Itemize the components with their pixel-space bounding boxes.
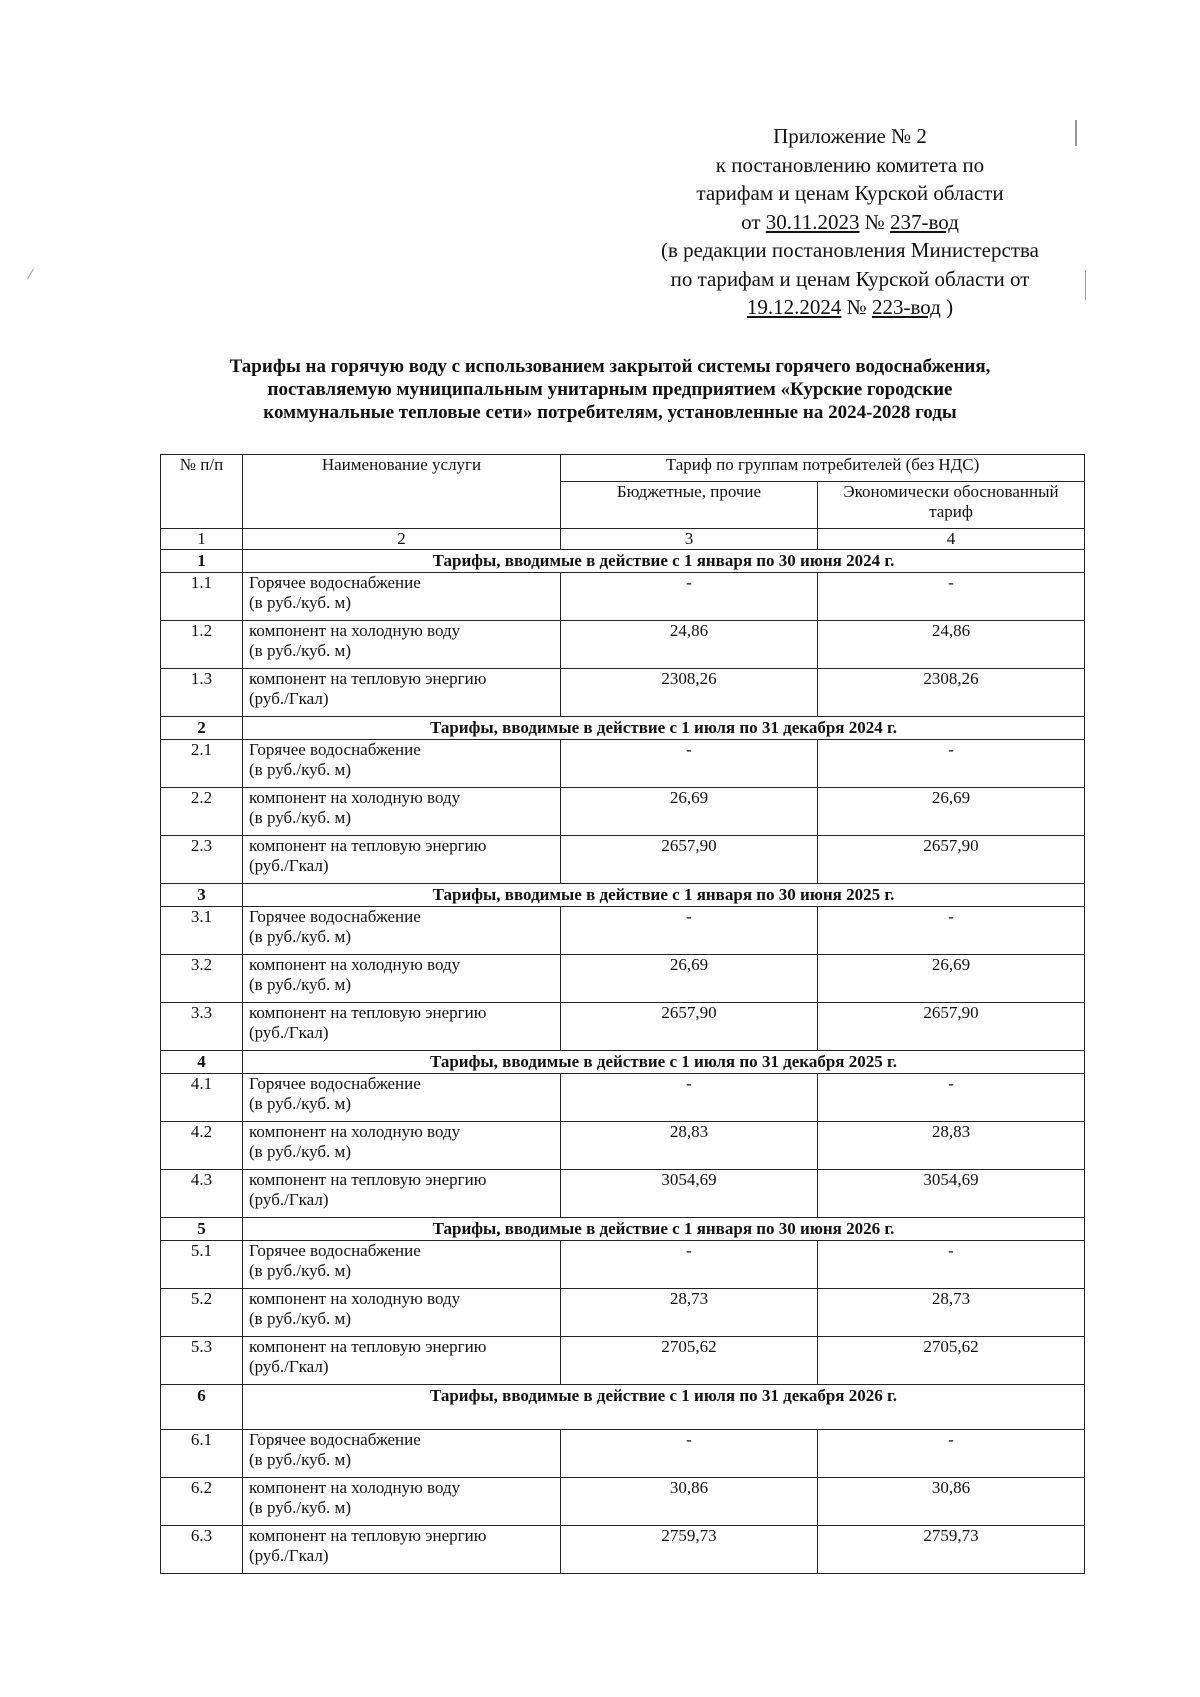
table-row (161, 1122, 1085, 1170)
service-name (243, 573, 561, 621)
service-unit: (в руб./куб. м) (249, 1094, 351, 1113)
row-number: 6.3 (161, 1526, 243, 1574)
title-line-1: Тарифы на горячую воду с использованием закрытой системы горячего водоснабжения, (229, 356, 991, 377)
header-budget: Бюджетные, прочие (561, 482, 818, 529)
service-name (243, 1478, 561, 1526)
service-name (243, 1430, 561, 1478)
row-number: 6.1 (161, 1430, 243, 1478)
budget-tariff: 2705,62 (561, 1337, 818, 1385)
budget-tariff: - (561, 907, 818, 955)
section-row (161, 1385, 1085, 1430)
table-row (161, 669, 1085, 717)
service-label: компонент на холодную воду (249, 1478, 461, 1497)
scan-speck (27, 269, 34, 280)
economic-tariff: - (818, 1074, 1085, 1122)
service-label: компонент на холодную воду (249, 788, 461, 807)
service-unit: (в руб./куб. м) (249, 927, 351, 946)
economic-tariff: - (818, 573, 1085, 621)
economic-tariff: - (818, 740, 1085, 788)
section-title: Тарифы, вводимые в действие с 1 января по 30 июня 2024 г. (243, 550, 1085, 573)
scan-speck (1085, 270, 1086, 300)
economic-tariff: 28,73 (818, 1289, 1085, 1337)
service-unit: (руб./Гкал) (249, 1190, 329, 1209)
table-row (161, 907, 1085, 955)
service-name (243, 1337, 561, 1385)
header-name: Наименование услуги (243, 455, 561, 529)
economic-tariff: - (818, 1241, 1085, 1289)
section-row (161, 1051, 1085, 1074)
table-row (161, 1074, 1085, 1122)
revision-close: ) (946, 295, 954, 319)
economic-tariff: 2759,73 (818, 1526, 1085, 1574)
service-name (243, 907, 561, 955)
service-label: компонент на холодную воду (249, 1289, 461, 1308)
col-number: 4 (818, 529, 1085, 550)
appendix-line-1: Приложение № 2 (773, 124, 927, 148)
header-tariff-group: Тариф по группам потребителей (без НДС) (561, 455, 1085, 482)
budget-tariff: 3054,69 (561, 1170, 818, 1218)
service-name (243, 1074, 561, 1122)
section-number: 1 (161, 550, 243, 573)
appendix-date: 30.11.2023 (765, 209, 860, 234)
section-row (161, 550, 1085, 573)
row-number: 4.3 (161, 1170, 243, 1218)
row-number: 2.3 (161, 836, 243, 884)
table-row (161, 1241, 1085, 1289)
appendix-from: от (741, 209, 761, 234)
economic-tariff: 30,86 (818, 1478, 1085, 1526)
table-row (161, 1337, 1085, 1385)
service-label: компонент на тепловую энергию (249, 1526, 487, 1545)
budget-tariff: 26,69 (561, 788, 818, 836)
service-label: компонент на тепловую энергию (249, 1170, 487, 1189)
service-label: Горячее водоснабжение (249, 1430, 421, 1449)
table-row (161, 1526, 1085, 1574)
title-line-2: поставляемую муниципальным унитарным предприятием «Курские городские (267, 379, 953, 400)
service-label: Горячее водоснабжение (249, 907, 421, 926)
table-row (161, 573, 1085, 621)
row-number: 3.2 (161, 955, 243, 1003)
service-label: Горячее водоснабжение (249, 573, 421, 592)
appendix-line-3: тарифам и ценам Курской области (696, 181, 1004, 205)
economic-tariff: - (818, 907, 1085, 955)
service-unit: (в руб./куб. м) (249, 641, 351, 660)
budget-tariff: 28,83 (561, 1122, 818, 1170)
service-unit: (в руб./куб. м) (249, 593, 351, 612)
service-label: компонент на тепловую энергию (249, 1337, 487, 1356)
appendix-line-4 (600, 208, 1100, 237)
service-label: компонент на тепловую энергию (249, 836, 487, 855)
economic-tariff: 24,86 (818, 621, 1085, 669)
section-title: Тарифы, вводимые в действие с 1 января по 30 июня 2025 г. (243, 884, 1085, 907)
service-name (243, 1241, 561, 1289)
service-name (243, 740, 561, 788)
service-unit: (в руб./куб. м) (249, 808, 351, 827)
budget-tariff: - (561, 573, 818, 621)
section-number: 4 (161, 1051, 243, 1074)
section-number: 3 (161, 884, 243, 907)
service-label: Горячее водоснабжение (249, 740, 421, 759)
table-row (161, 1003, 1085, 1051)
table-row (161, 836, 1085, 884)
service-name (243, 955, 561, 1003)
col-number: 2 (243, 529, 561, 550)
service-name (243, 1289, 561, 1337)
budget-tariff: - (561, 740, 818, 788)
service-label: Горячее водоснабжение (249, 1241, 421, 1260)
budget-tariff: 2308,26 (561, 669, 818, 717)
service-name (243, 621, 561, 669)
budget-tariff: - (561, 1241, 818, 1289)
header-economic: Экономически обоснованный тариф (818, 482, 1085, 529)
service-label: компонент на холодную воду (249, 955, 461, 974)
economic-tariff: 2657,90 (818, 836, 1085, 884)
section-title: Тарифы, вводимые в действие с 1 января по 30 июня 2026 г. (243, 1218, 1085, 1241)
budget-tariff: 30,86 (561, 1478, 818, 1526)
row-number: 2.2 (161, 788, 243, 836)
row-number: 2.1 (161, 740, 243, 788)
section-row (161, 884, 1085, 907)
service-unit: (руб./Гкал) (249, 1357, 329, 1376)
service-label: компонент на тепловую энергию (249, 1003, 487, 1022)
budget-tariff: 2657,90 (561, 1003, 818, 1051)
tariff-table (160, 454, 1085, 1574)
revision-no-label: № (846, 295, 867, 319)
service-name (243, 1170, 561, 1218)
section-title: Тарифы, вводимые в действие с 1 июля по 31 декабря 2025 г. (243, 1051, 1085, 1074)
budget-tariff: 28,73 (561, 1289, 818, 1337)
service-name (243, 788, 561, 836)
service-unit: (в руб./куб. м) (249, 1450, 351, 1469)
revision-date: 19.12.2024 (746, 295, 842, 319)
table-row (161, 621, 1085, 669)
service-name (243, 1526, 561, 1574)
service-unit: (в руб./куб. м) (249, 975, 351, 994)
table-row (161, 955, 1085, 1003)
table-row (161, 1478, 1085, 1526)
row-number: 1.3 (161, 669, 243, 717)
service-label: Горячее водоснабжение (249, 1074, 421, 1093)
economic-tariff: 26,69 (818, 955, 1085, 1003)
row-number: 5.3 (161, 1337, 243, 1385)
title-line-3: коммунальные тепловые сети» потребителям, установленные на 2024-2028 годы (263, 402, 957, 423)
table-row (161, 740, 1085, 788)
row-number: 1.2 (161, 621, 243, 669)
service-unit: (руб./Гкал) (249, 1546, 329, 1565)
appendix-number: 237-вод (890, 209, 959, 234)
section-row (161, 1218, 1085, 1241)
budget-tariff: 2759,73 (561, 1526, 818, 1574)
section-number: 5 (161, 1218, 243, 1241)
service-unit: (в руб./куб. м) (249, 760, 351, 779)
row-number: 6.2 (161, 1478, 243, 1526)
service-name (243, 1003, 561, 1051)
service-label: компонент на тепловую энергию (249, 669, 487, 688)
row-number: 1.1 (161, 573, 243, 621)
appendix-line-7 (600, 293, 1100, 322)
table-row (161, 788, 1085, 836)
economic-tariff: 3054,69 (818, 1170, 1085, 1218)
service-name (243, 836, 561, 884)
economic-tariff: 2705,62 (818, 1337, 1085, 1385)
budget-tariff: - (561, 1430, 818, 1478)
service-unit: (в руб./куб. м) (249, 1142, 351, 1161)
revision-number: 223-вод (871, 295, 941, 319)
budget-tariff: 24,86 (561, 621, 818, 669)
section-row (161, 717, 1085, 740)
economic-tariff: 28,83 (818, 1122, 1085, 1170)
appendix-line-5: (в редакции постановления Министерства (661, 238, 1039, 262)
col-number: 1 (161, 529, 243, 550)
economic-tariff: 26,69 (818, 788, 1085, 836)
economic-tariff: 2308,26 (818, 669, 1085, 717)
service-label: компонент на холодную воду (249, 621, 461, 640)
budget-tariff: - (561, 1074, 818, 1122)
section-number: 2 (161, 717, 243, 740)
row-number: 4.1 (161, 1074, 243, 1122)
service-unit: (руб./Гкал) (249, 856, 329, 875)
service-unit: (руб./Гкал) (249, 689, 329, 708)
budget-tariff: 2657,90 (561, 836, 818, 884)
table-row (161, 1430, 1085, 1478)
row-number: 3.1 (161, 907, 243, 955)
table-row (161, 1289, 1085, 1337)
row-number: 3.3 (161, 1003, 243, 1051)
budget-tariff: 26,69 (561, 955, 818, 1003)
service-unit: (руб./Гкал) (249, 1023, 329, 1042)
section-title: Тарифы, вводимые в действие с 1 июля по 31 декабря 2024 г. (243, 717, 1085, 740)
section-title: Тарифы, вводимые в действие с 1 июля по 31 декабря 2026 г. (243, 1385, 1085, 1430)
scan-speck (1075, 120, 1077, 146)
economic-tariff: - (818, 1430, 1085, 1478)
row-number: 5.2 (161, 1289, 243, 1337)
service-name (243, 669, 561, 717)
section-number: 6 (161, 1385, 243, 1430)
service-unit: (в руб./куб. м) (249, 1261, 351, 1280)
service-unit: (в руб./куб. м) (249, 1498, 351, 1517)
service-name (243, 1122, 561, 1170)
service-unit: (в руб./куб. м) (249, 1309, 351, 1328)
appendix-line-6: по тарифам и ценам Курской области от (670, 266, 1030, 291)
appendix-no-label: № (864, 209, 885, 234)
economic-tariff: 2657,90 (818, 1003, 1085, 1051)
service-label: компонент на холодную воду (249, 1122, 461, 1141)
document-title (140, 355, 1080, 424)
col-number: 3 (561, 529, 818, 550)
appendix-line-2: к постановлению комитета по (715, 152, 985, 177)
row-number: 5.1 (161, 1241, 243, 1289)
header-no: № п/п (161, 455, 243, 529)
row-number: 4.2 (161, 1122, 243, 1170)
appendix-header (600, 122, 1100, 322)
table-row (161, 1170, 1085, 1218)
